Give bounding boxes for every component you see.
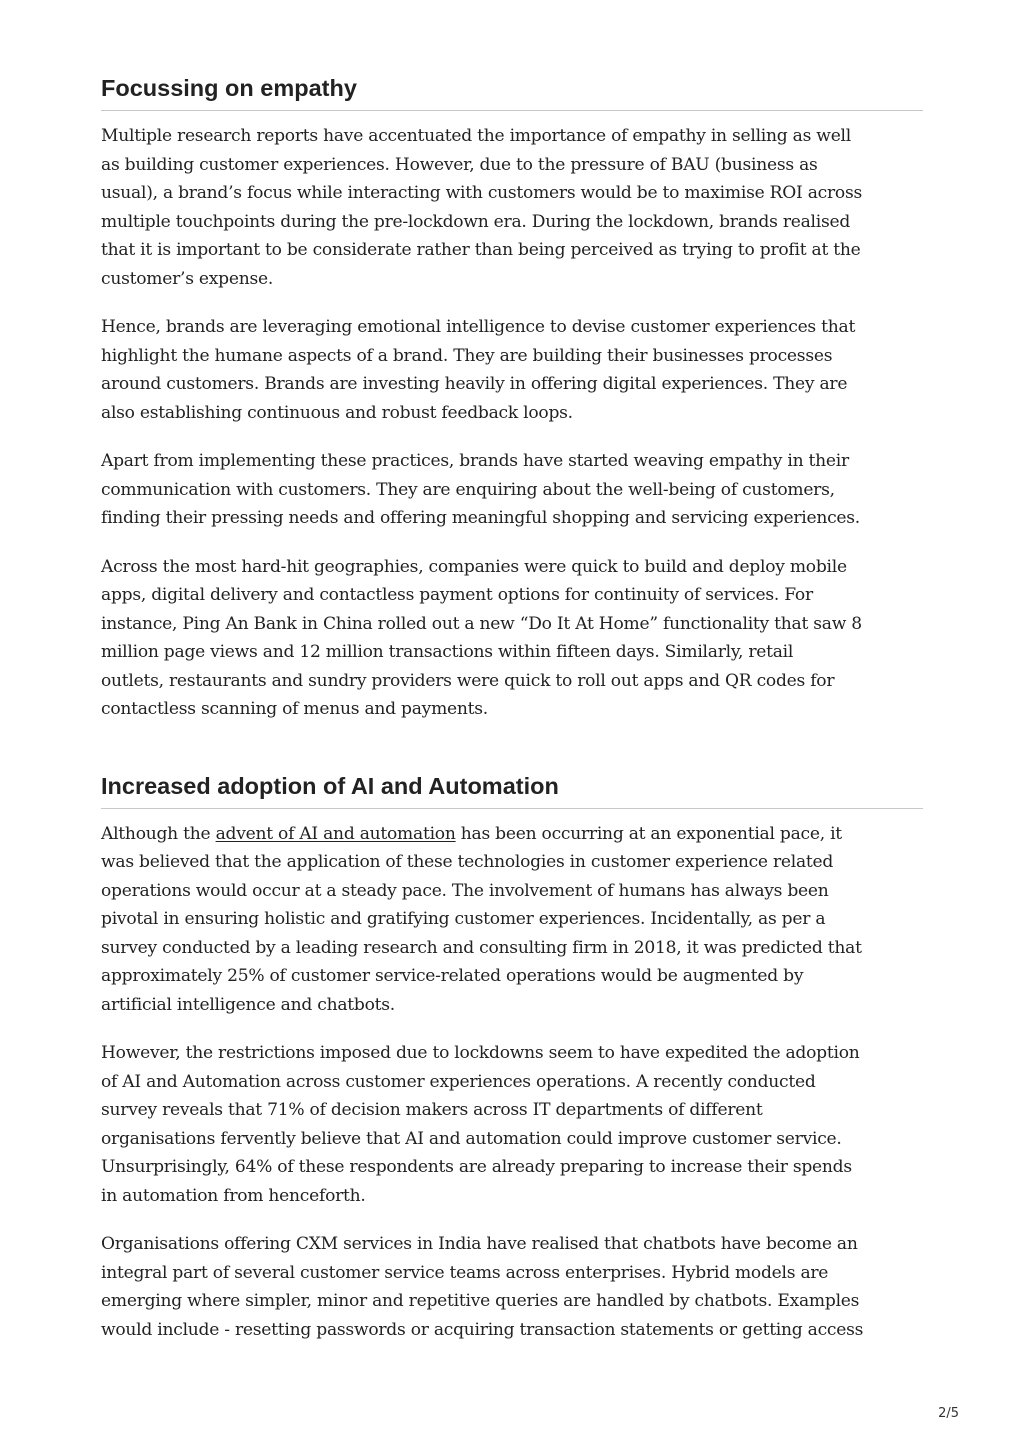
text-line: highlight the humane aspects of a brand. They are building their businesses processes (101, 345, 833, 366)
text-line: Apart from implementing these practices, brands have started weaving empathy in their (101, 451, 849, 471)
text-line: also establishing continuous and robust feedback loops. (101, 402, 573, 423)
text-line: organisations fervently believe that AI and automation could improve customer service. (101, 1128, 842, 1149)
text-line: contactless scanning of menus and payments. (101, 699, 488, 719)
text-line: survey conducted by a leading research and consulting firm in 2018, it was predicted that (101, 937, 862, 958)
paragraph (101, 447, 923, 533)
section-body (101, 111, 923, 724)
text-line: apps, digital delivery and contactless payment options for continuity of services. For (101, 585, 813, 605)
text-line: emerging where simpler, minor and repetitive queries are handled by chatbots. Examples (101, 1291, 860, 1311)
text-line: However, the restrictions imposed due to lockdowns seem to have expedited the adoption (101, 1043, 860, 1063)
text-line: Unsurprisingly, 64% of these respondents are already preparing to increase their spends (101, 1157, 852, 1177)
text-line: pivotal in ensuring holistic and gratifying customer experiences. Incidentally, as per a (101, 909, 826, 929)
section-body (101, 809, 923, 1345)
text-line: of AI and Automation across customer experiences operations. A recently conducted (101, 1071, 816, 1092)
text-line: multiple touchpoints during the pre-lockdown era. During the lockdown, brands realised (101, 211, 851, 232)
section-heading: Focussing on empathy (101, 70, 923, 111)
section-focussing-on-empathy (101, 70, 923, 724)
text-line: that it is important to be considerate rather than being perceived as trying to profit at the (101, 240, 861, 260)
paragraph (101, 820, 923, 1020)
text-line: approximately 25% of customer service-related operations would be augmented by (101, 966, 804, 986)
text-line: million page views and 12 million transactions within fifteen days. Similarly, retail (101, 642, 794, 662)
paragraph (101, 1230, 923, 1344)
text-run: has been occurring at an exponential pace, it (455, 823, 842, 844)
text-line: instance, Ping An Bank in China rolled out a new “Do It At Home” functionality that saw 8 (101, 613, 862, 634)
text-line: finding their pressing needs and offering meaningful shopping and servicing experiences. (101, 508, 860, 528)
paragraph (101, 553, 923, 724)
text-line: usual), a brand’s focus while interacting with customers would be to maximise ROI across (101, 183, 862, 203)
text-line: communication with customers. They are enquiring about the well-being of customers, (101, 479, 835, 500)
text-line: would include - resetting passwords or acquiring transaction statements or getting access (101, 1319, 864, 1340)
text-line: was believed that the application of these technologies in customer experience related (101, 852, 834, 872)
advent-of-ai-link[interactable]: advent of AI and automation (215, 823, 456, 844)
text-line: outlets, restaurants and sundry providers were quick to roll out apps and QR codes for (101, 670, 835, 691)
section-increased-adoption-of-ai (101, 768, 923, 1345)
text-line: Across the most hard-hit geographies, companies were quick to build and deploy mobile (101, 556, 847, 577)
text-line: around customers. Brands are investing heavily in offering digital experiences. They are (101, 374, 848, 394)
text-line: survey reveals that 71% of decision makers across IT departments of different (101, 1100, 763, 1120)
page-number: 2/5 (938, 1406, 959, 1421)
text-line: in automation from henceforth. (101, 1185, 366, 1206)
paragraph (101, 313, 923, 427)
document-page (101, 70, 923, 1364)
text-line: Organisations offering CXM services in India have realised that chatbots have become an (101, 1234, 858, 1254)
paragraph (101, 1039, 923, 1210)
text-line: Multiple research reports have accentuated the importance of empathy in selling as well (101, 126, 851, 146)
text-line: artificial intelligence and chatbots. (101, 994, 395, 1015)
section-heading: Increased adoption of AI and Automation (101, 768, 923, 809)
text-line: operations would occur at a steady pace. The involvement of humans has always been (101, 880, 829, 901)
text-line (101, 820, 923, 849)
text-line: as building customer experiences. However, due to the pressure of BAU (business as (101, 154, 818, 175)
text-line: customer’s expense. (101, 268, 274, 289)
text-run: Although the (101, 823, 216, 844)
text-line: integral part of several customer service teams across enterprises. Hybrid models are (101, 1262, 829, 1283)
paragraph (101, 122, 923, 293)
text-line: Hence, brands are leveraging emotional intelligence to devise customer experiences that (101, 317, 856, 337)
